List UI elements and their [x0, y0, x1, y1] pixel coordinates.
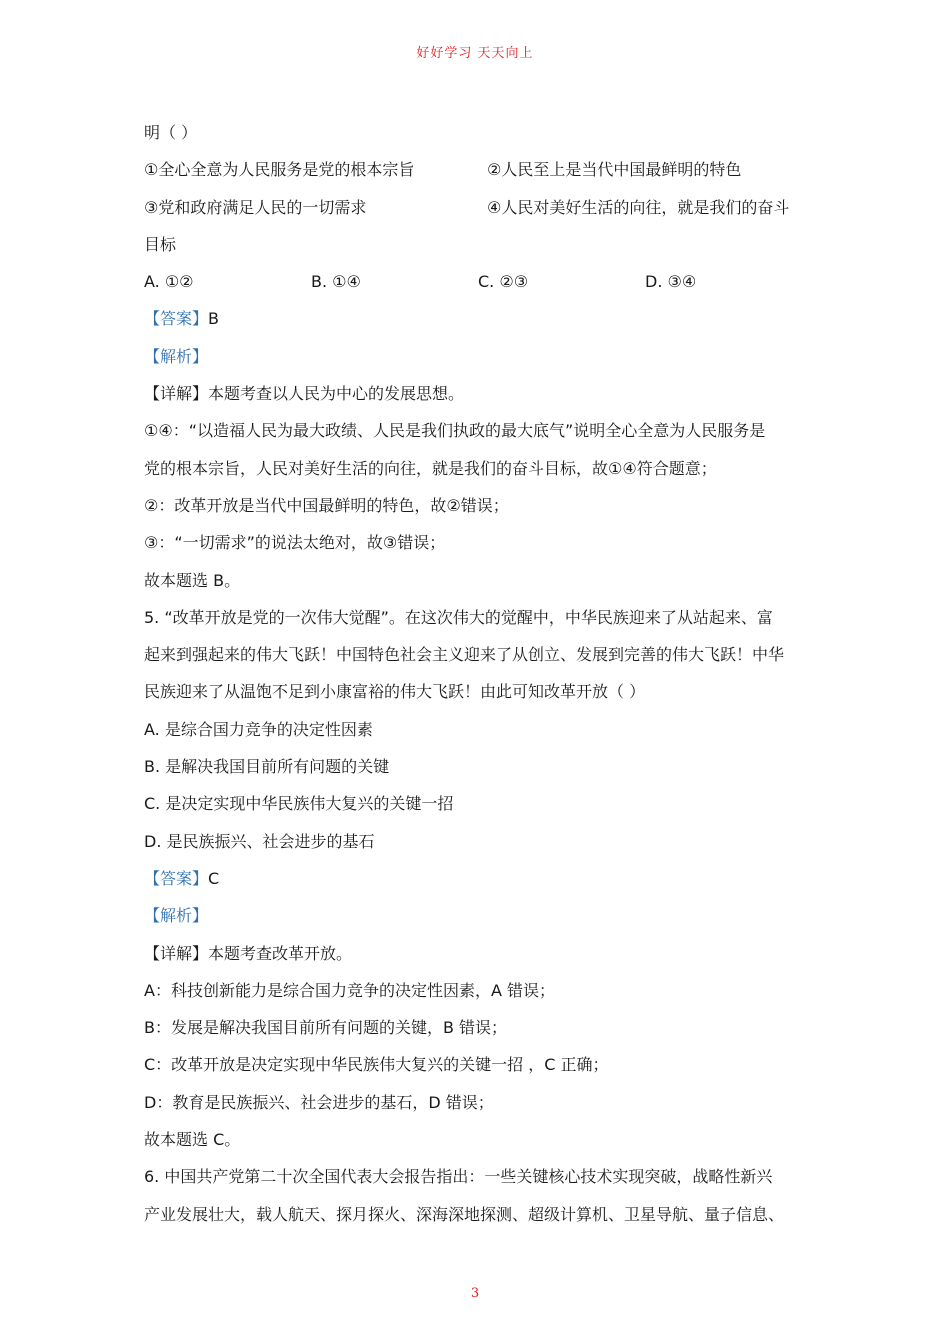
option-a: A. 是综合国力竞争的决定性因素	[144, 719, 373, 739]
statement-2: ②人民至上是当代中国最鲜明的特色	[487, 160, 742, 180]
option-row	[144, 269, 812, 306]
document-body	[144, 120, 812, 1239]
statement-row	[144, 195, 812, 232]
question-stem: 5. “改革开放是党的一次伟大觉醒”。在这次伟大的觉醒中，中华民族迎来了从站起来、富	[144, 607, 773, 627]
option-b: B. 是解决我国目前所有问题的关键	[144, 757, 390, 777]
answer-tag: 【答案】	[144, 309, 209, 329]
detail-line: A：科技创新能力是综合国力竞争的决定性因素，A 错误；	[144, 980, 555, 1000]
answer-line	[144, 306, 812, 343]
question-stem: 起来到强起来的伟大飞跃！中国特色社会主义迎来了从创立、发展到完善的伟大飞跃！中华	[144, 645, 785, 665]
detail-line: D：教育是民族振兴、社会进步的基石，D 错误；	[144, 1092, 494, 1112]
detail-intro: 本题考查改革开放。	[208, 943, 353, 963]
detail-line: 党的根本宗旨，人民对美好生活的向往，就是我们的奋斗目标，故①④符合题意；	[144, 458, 717, 478]
option-c: C. ②③	[478, 272, 529, 292]
detail-line: B：发展是解决我国目前所有问题的关键，B 错误；	[144, 1018, 508, 1038]
answer-line	[144, 866, 812, 903]
detail-line: ②：改革开放是当代中国最鲜明的特色，故②错误；	[144, 495, 509, 515]
statement-4-wrap: 目标	[144, 234, 177, 254]
detail-conclusion: 故本题选 C。	[144, 1130, 241, 1150]
answer-tag: 【答案】	[144, 868, 209, 888]
detail-intro: 本题考查以人民为中心的发展思想。	[208, 384, 465, 404]
detail-line: ①④：“以造福人民为最大政绩、人民是我们执政的最大底气”说明全心全意为人民服务是	[144, 421, 766, 441]
statement-4: ④人民对美好生活的向往，就是我们的奋斗	[487, 197, 790, 217]
option-b: B. ①④	[311, 272, 361, 292]
analysis-line	[144, 344, 812, 381]
detail-intro-line	[144, 941, 812, 978]
option-c: C. 是决定实现中华民族伟大复兴的关键一招	[144, 794, 454, 814]
statement-3: ③党和政府满足人民的一切需求	[144, 197, 367, 217]
statement-1: ①全心全意为人民服务是党的根本宗旨	[144, 160, 415, 180]
question-stem: 6. 中国共产党第二十次全国代表大会报告指出：一些关键核心技术实现突破，战略性新兴	[144, 1167, 773, 1187]
answer-value: B	[208, 309, 219, 329]
page-header: 好好学习 天天向上	[416, 46, 534, 61]
option-d: D. 是民族振兴、社会进步的基石	[144, 831, 375, 851]
detail-tag: 【详解】	[144, 384, 209, 404]
option-d: D. ③④	[645, 272, 697, 292]
detail-intro-line	[144, 381, 812, 418]
analysis-line	[144, 903, 812, 940]
question-stem: 产业发展壮大，载人航天、探月探火、深海深地探测、超级计算机、卫星导航、量子信息、	[144, 1204, 785, 1224]
analysis-tag: 【解析】	[144, 906, 209, 926]
question-stem: 民族迎来了从温饱不足到小康富裕的伟大飞跃！由此可知改革开放（ ）	[144, 682, 646, 702]
page-number: 3	[470, 1286, 480, 1301]
detail-tag: 【详解】	[144, 943, 209, 963]
analysis-tag: 【解析】	[144, 346, 209, 366]
detail-conclusion: 故本题选 B。	[144, 570, 241, 590]
statement-row	[144, 157, 812, 194]
question-stem-tail: 明（ ）	[144, 123, 198, 142]
option-a: A. ①②	[144, 272, 194, 292]
answer-value: C	[208, 868, 220, 888]
detail-line: ③：“一切需求”的说法太绝对，故③错误；	[144, 533, 446, 553]
detail-line: C：改革开放是决定实现中华民族伟大复兴的关键一招 ，C 正确；	[144, 1055, 609, 1075]
